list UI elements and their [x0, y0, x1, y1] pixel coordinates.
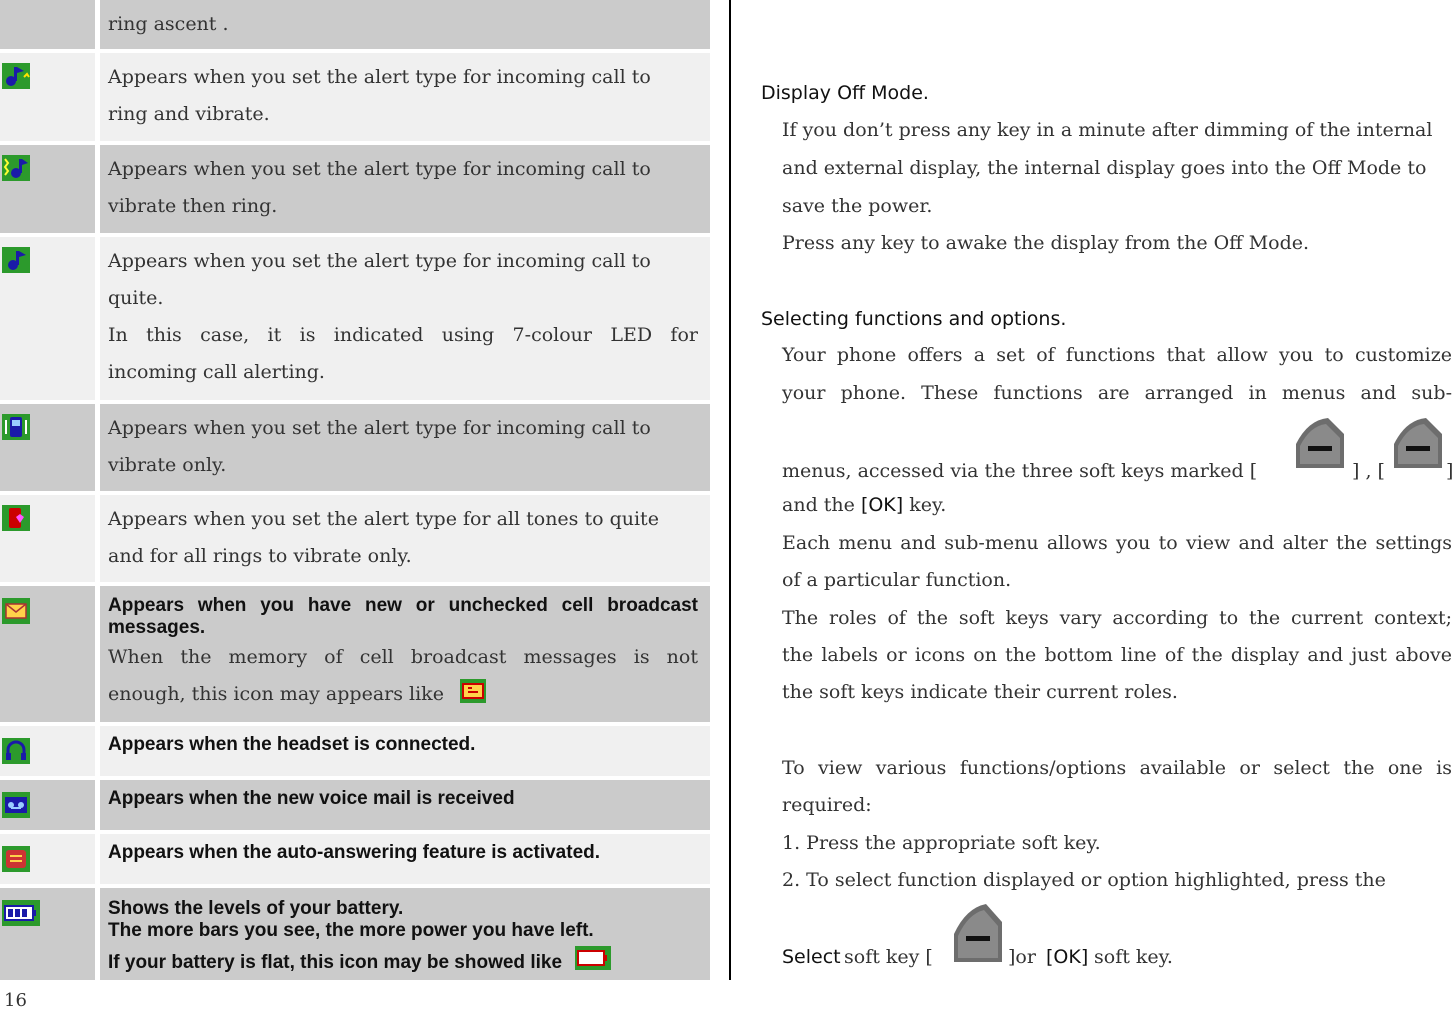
row-text: Appears when you set the alert type for all tones to quite: [108, 508, 659, 530]
heading-display-off: Display Off Mode.: [761, 82, 929, 104]
all-vibrate-icon: [2, 505, 30, 531]
vibrate-only-icon: [2, 414, 30, 440]
table-row: [0, 586, 710, 722]
paragraph-line: To view various functions/options available or select the one is: [782, 757, 1452, 779]
row-text: Appears when you set the alert type for incoming call to: [108, 66, 651, 88]
table-row: [0, 780, 710, 830]
paragraph-line: Each menu and sub-menu allows you to view and alter the settings: [782, 532, 1452, 554]
table-row: [0, 404, 710, 491]
table-row: [0, 726, 710, 776]
paragraph-line: and the [OK] key.: [782, 494, 947, 516]
paragraph-line: of a particular function.: [782, 569, 1012, 591]
paragraph-line: required:: [782, 794, 872, 816]
table-row: [0, 145, 710, 233]
table-row: [0, 495, 710, 582]
paragraph-line: If you don’t press any key in a minute after dimming of the internal: [782, 119, 1433, 141]
row-text: When the memory of cell broadcast messages is not: [108, 646, 698, 668]
row-text: Appears when you set the alert type for incoming call to: [108, 158, 651, 180]
column-divider: [729, 0, 731, 980]
row-bold-text: Appears when you have new or unchecked cell broadcast messages.: [108, 595, 698, 638]
empty-battery-icon: [575, 946, 611, 970]
cell-broadcast-icon: [2, 598, 30, 624]
broadcast-full-icon: [460, 679, 486, 703]
row-text: vibrate then ring.: [108, 195, 278, 217]
row-text: ring and vibrate.: [108, 103, 270, 125]
row-text: and for all rings to vibrate only.: [108, 545, 412, 567]
row-text: Appears when you set the alert type for incoming call to: [108, 250, 651, 272]
page-number: 16: [4, 990, 27, 1011]
vibrate-then-ring-icon: [2, 155, 30, 181]
row-bold-text: Appears when the new voice mail is received: [108, 788, 515, 809]
paragraph-line: Press any key to awake the display from the Off Mode.: [782, 232, 1310, 254]
step-item: 2. To select function displayed or option highlighted, press the: [782, 869, 1386, 891]
paragraph-line: the soft keys indicate their current roles.: [782, 681, 1178, 703]
paragraph-line: The roles of the soft keys vary according to the current context;: [782, 607, 1452, 629]
paragraph-line: your phone. These functions are arranged in menus and sub-: [782, 382, 1452, 404]
right-soft-key-icon: [1390, 416, 1446, 472]
paragraph-line: menus, accessed via the three soft keys marked [ ] , [ ]: [782, 416, 1452, 476]
table-row: [0, 834, 710, 884]
table-row: [0, 888, 710, 980]
battery-icon: [2, 900, 40, 926]
row-text: Appears when you set the alert type for incoming call to: [108, 417, 651, 439]
table-row: [0, 237, 710, 400]
ring-and-vibrate-icon: [2, 63, 30, 89]
table-row: [0, 0, 710, 49]
paragraph-line: save the power.: [782, 195, 933, 217]
row-text: ring ascent .: [108, 13, 229, 35]
row-text: vibrate only.: [108, 454, 227, 476]
step-item: 1. Press the appropriate soft key.: [782, 832, 1101, 854]
row-bold-text: If your battery is flat, this icon may be showed like: [108, 946, 698, 976]
quite-icon: [2, 247, 30, 273]
left-soft-key-icon: [1292, 416, 1348, 472]
table-row: [0, 53, 710, 141]
paragraph-line: and external display, the internal display goes into the Off Mode to: [782, 157, 1427, 179]
row-bold-text: Shows the levels of your battery.: [108, 898, 404, 919]
row-bold-text: Appears when the auto-answering feature is activated.: [108, 842, 601, 863]
row-bold-text: Appears when the headset is connected.: [108, 734, 476, 755]
paragraph-line: Select soft key [ ]or [OK] soft key.: [782, 900, 1452, 975]
paragraph-line: the labels or icons on the bottom line of the display and just above: [782, 644, 1452, 666]
headset-icon: [2, 738, 30, 764]
voice-mail-icon: [2, 792, 30, 818]
auto-answer-icon: [2, 846, 30, 872]
heading-selecting-functions: Selecting functions and options.: [761, 308, 1067, 330]
row-text: In this case, it is indicated using 7-colour LED for: [108, 324, 698, 346]
row-text: incoming call alerting.: [108, 361, 325, 383]
row-text: enough, this icon may appears like: [108, 676, 698, 713]
select-soft-key-icon: [950, 902, 1006, 964]
row-text: quite.: [108, 287, 164, 309]
paragraph-line: Your phone offers a set of functions that allow you to customize: [782, 344, 1452, 366]
row-bold-text: The more bars you see, the more power you have left.: [108, 920, 594, 941]
